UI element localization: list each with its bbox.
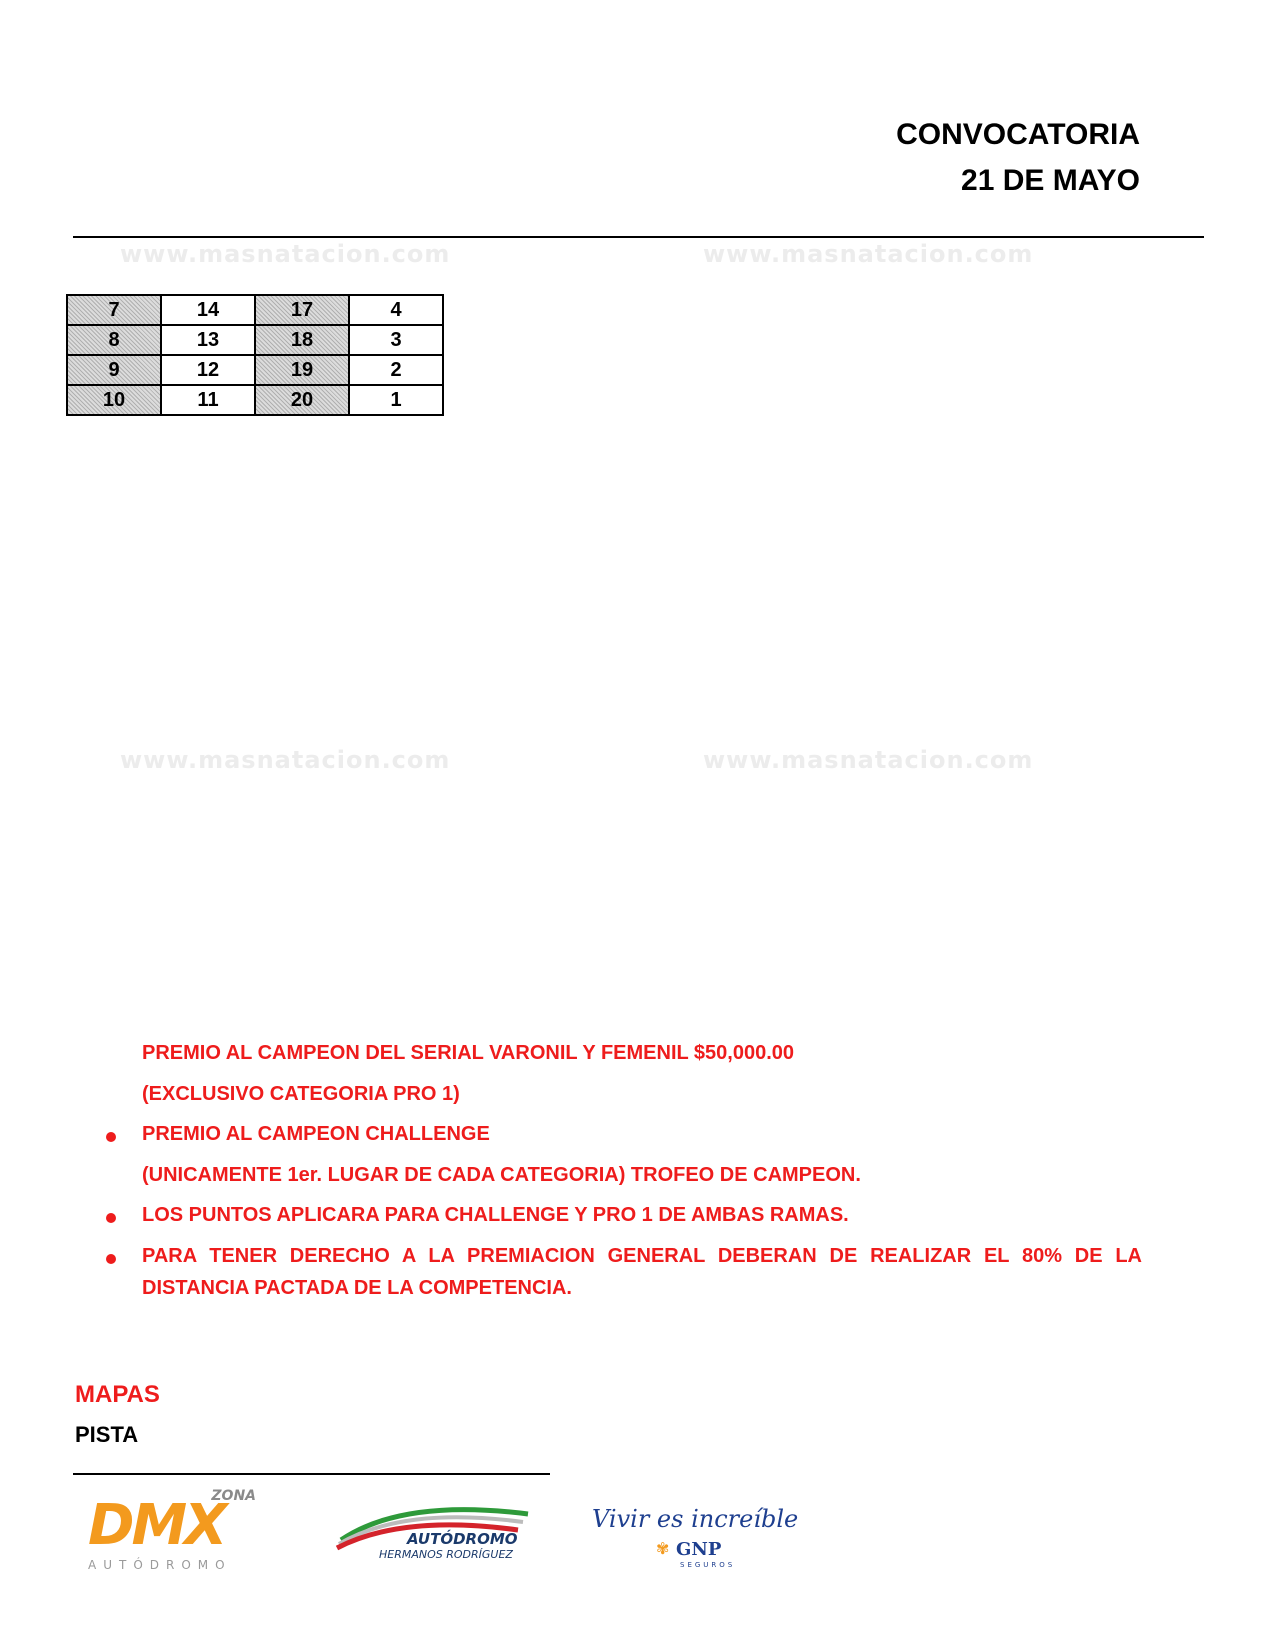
prize-line: PREMIO AL CAMPEON DEL SERIAL VARONIL Y FEMENIL $50,000.00: [142, 1042, 795, 1064]
grid-row: [67, 325, 443, 355]
bullet-icon: [106, 1132, 116, 1142]
grid-cell: 13: [161, 325, 255, 355]
title-line-2: 21 DE MAYO: [961, 164, 1140, 197]
grid-cell: 7: [67, 295, 161, 325]
bullet-icon: [106, 1213, 116, 1223]
prize-line: LOS PUNTOS APLICARA PARA CHALLENGE Y PRO 1 DE AMBAS RAMAS.: [142, 1204, 849, 1226]
prize-line: PARA TENER DERECHO A LA PREMIACION GENERAL DEBERAN DE REALIZAR EL 80% DE LA: [142, 1245, 1142, 1267]
grid-cell: 4: [349, 295, 443, 325]
title-line-1: CONVOCATORIA: [896, 118, 1140, 151]
grid-cell: 17: [255, 295, 349, 325]
page-title: [896, 112, 1140, 204]
grid-cell: 8: [67, 325, 161, 355]
grid-cell: 19: [255, 355, 349, 385]
grid-cell: 20: [255, 385, 349, 415]
number-grid: [66, 294, 444, 416]
watermark: www.masnatacion.com: [120, 746, 451, 774]
watermark: www.masnatacion.com: [703, 746, 1034, 774]
prize-line: PREMIO AL CAMPEON CHALLENGE: [142, 1123, 490, 1145]
grid-row: [67, 355, 443, 385]
header-divider: [73, 236, 1204, 238]
grid-cell: 9: [67, 355, 161, 385]
grid-cell: 2: [349, 355, 443, 385]
grid-cell: 18: [255, 325, 349, 355]
dmx-logo: ZONA DMX AUTÓDROMO: [88, 1488, 256, 1572]
footer-divider: [73, 1473, 550, 1475]
gnp-logo: Vivir es increíble ✾ GNP SEGUROS: [592, 1505, 799, 1569]
gnp-flower-icon: ✾: [656, 1541, 670, 1558]
prize-line: (EXCLUSIVO CATEGORIA PRO 1): [142, 1083, 460, 1105]
autodromo-logo: AUTÓDROMO HERMANOS RODRÍGUEZ: [333, 1492, 533, 1574]
grid-cell: 3: [349, 325, 443, 355]
grid-cell: 10: [67, 385, 161, 415]
watermark: www.masnatacion.com: [120, 240, 451, 268]
grid-cell: 14: [161, 295, 255, 325]
maps-subheading: PISTA: [75, 1422, 139, 1447]
watermark: www.masnatacion.com: [703, 240, 1034, 268]
grid-cell: 12: [161, 355, 255, 385]
grid-cell: 11: [161, 385, 255, 415]
prize-line: (UNICAMENTE 1er. LUGAR DE CADA CATEGORIA) TROFEO DE CAMPEON.: [142, 1164, 861, 1186]
bullet-icon: [106, 1254, 116, 1264]
grid-cell: 1: [349, 385, 443, 415]
grid-row: [67, 295, 443, 325]
grid-row: [67, 385, 443, 415]
prize-line: DISTANCIA PACTADA DE LA COMPETENCIA.: [142, 1277, 572, 1299]
maps-heading: MAPAS: [75, 1381, 160, 1408]
